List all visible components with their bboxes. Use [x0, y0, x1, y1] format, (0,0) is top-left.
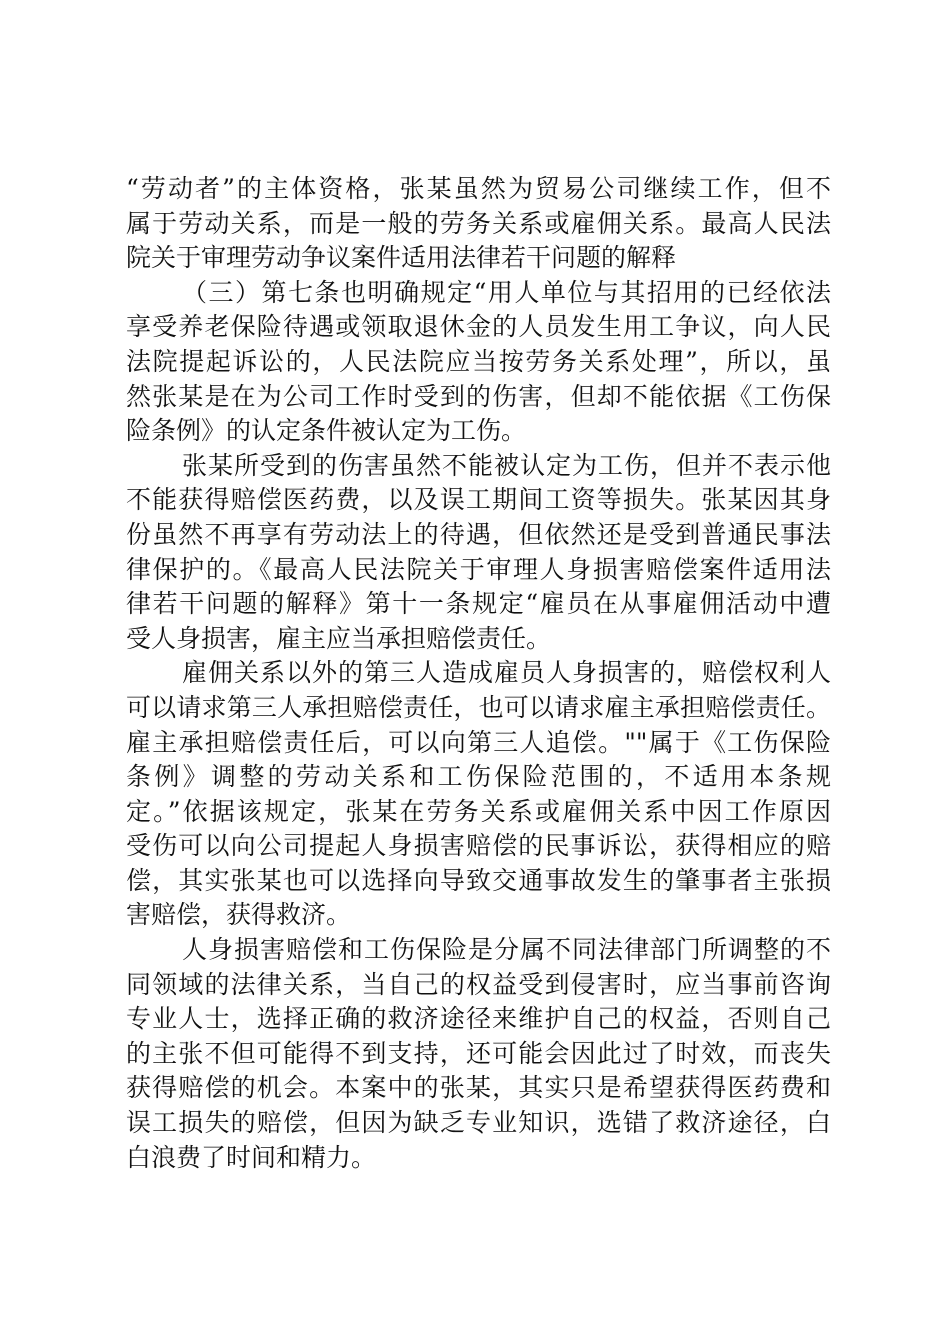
text-line	[126, 276, 831, 311]
text-line-content: 受伤可以向公司提起人身损害赔偿的民事诉讼，获得相应的赔	[126, 831, 831, 861]
text-line	[126, 380, 831, 415]
text-line	[126, 1141, 831, 1176]
text-line	[126, 968, 831, 1003]
text-line-content: 可以请求第三人承担赔偿责任，也可以请求雇主承担赔偿责任。	[126, 692, 831, 722]
text-line	[126, 172, 831, 207]
text-line-content: 人身损害赔偿和工伤保险是分属不同法律部门所调整的不	[182, 935, 831, 965]
text-line	[126, 449, 831, 484]
text-line	[126, 345, 831, 380]
text-line-content: 法院提起诉讼的，人民法院应当按劳务关系处理”，所以，虽	[126, 346, 831, 376]
text-line-content: 院关于审理劳动争议案件适用法律若干问题的解释	[126, 243, 677, 273]
text-line	[126, 207, 831, 242]
text-line-content: 条例》调整的劳动关系和工伤保险范围的，不适用本条规	[126, 762, 831, 792]
text-line-content: 律保护的。《最高人民法院关于审理人身损害赔偿案件适用法	[126, 554, 831, 584]
text-line-content: 属于劳动关系，而是一般的劳务关系或雇佣关系。最高人民法	[126, 208, 831, 238]
text-line	[126, 795, 831, 830]
text-line	[126, 1106, 831, 1141]
text-line	[126, 656, 831, 691]
text-line-content: 雇佣关系以外的第三人造成雇员人身损害的，赔偿权利人	[182, 658, 831, 688]
text-line	[126, 1037, 831, 1072]
text-line	[126, 414, 831, 449]
text-line-content: 定。”依据该规定，张某在劳务关系或雇佣关系中因工作原因	[126, 796, 831, 826]
text-line-content: 白浪费了时间和精力。	[126, 1142, 377, 1172]
text-line-content: 险条例》的认定条件被认定为工伤。	[126, 416, 527, 446]
text-line-content: 的主张不但可能得不到支持，还可能会因此过了时效，而丧失	[126, 1038, 831, 1068]
text-line-content: 同领域的法律关系，当自己的权益受到侵害时，应当事前咨询	[126, 969, 831, 999]
text-line	[126, 1071, 831, 1106]
text-line	[126, 864, 831, 899]
text-line	[126, 241, 831, 276]
text-line-content: 偿，其实张某也可以选择向导致交通事故发生的肇事者主张损	[126, 865, 831, 895]
text-line-content: 张某所受到的伤害虽然不能被认定为工伤，但并不表示他	[182, 450, 831, 480]
text-line-content: “劳动者”的主体资格，张某虽然为贸易公司继续工作，但不	[126, 174, 831, 203]
text-line	[126, 898, 831, 933]
text-line	[126, 726, 831, 761]
text-line	[126, 518, 831, 553]
text-line-content: 雇主承担赔偿责任后，可以向第三人追偿。""属于《工伤保险	[126, 727, 831, 757]
text-line-content: 害赔偿，获得救济。	[126, 900, 352, 930]
text-line-content: 享受养老保险待遇或领取退休金的人员发生用工争议，向人民	[126, 312, 831, 342]
text-line	[126, 622, 831, 657]
text-line-content: 然张某是在为公司工作时受到的伤害，但却不能依据《工伤保	[126, 381, 831, 411]
text-line-content: 专业人士，选择正确的救济途径来维护自己的权益，否则自己	[126, 1004, 831, 1034]
text-line	[126, 553, 831, 588]
text-line	[126, 1002, 831, 1037]
text-line	[126, 587, 831, 622]
text-line	[126, 829, 831, 864]
text-line-content: （三）第七条也明确规定“用人单位与其招用的已经依法	[182, 277, 831, 307]
text-line-content: 获得赔偿的机会。本案中的张某，其实只是希望获得医药费和	[126, 1073, 831, 1103]
text-line-content: 不能获得赔偿医药费，以及误工期间工资等损失。张某因其身	[126, 485, 831, 515]
document-body	[126, 172, 831, 1175]
text-line	[126, 691, 831, 726]
text-line-content: 受人身损害，雇主应当承担赔偿责任。	[126, 623, 552, 653]
text-line	[126, 933, 831, 968]
text-line-content: 份虽然不再享有劳动法上的待遇，但依然还是受到普通民事法	[126, 519, 831, 549]
text-line-content: 律若干问题的解释》第十一条规定“雇员在从事雇佣活动中遭	[126, 589, 831, 619]
text-line-content: 误工损失的赔偿，但因为缺乏专业知识，选错了救济途径，白	[126, 1108, 831, 1138]
text-line	[126, 310, 831, 345]
text-line	[126, 760, 831, 795]
text-line	[126, 483, 831, 518]
